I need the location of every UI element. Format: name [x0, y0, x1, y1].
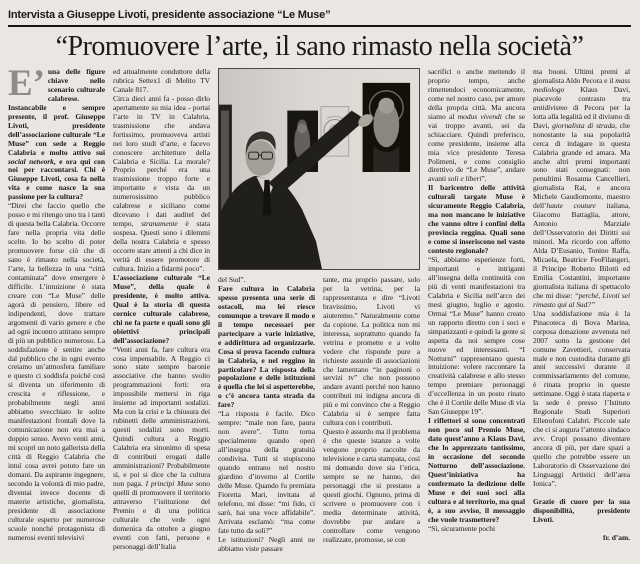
- text-segment: I riflettori si sono concentrati non poco sul Premio Muse, dato quest’anno a Klaus Davi, che lo apprezzato tantissimo, in occasione del secondo Notturno dell’associazione. Quest’iniziativa ha confermato la dedizione delle Muse e dei suoi soci alla cultura e al territorio, ma qual è, a suo avviso, il messaggio che vuole trasmettere?: [428, 416, 525, 524]
- text-segment: , che nonostante la sua popolarità cerca di indagare in questa Calabria grande ed amara. Ma anche altri premi importanti sono stati consegnati: non penultimi Rosanna Cancellieri, giornalista Rai, e ancora Michele Gaudiomonte, maestro dell’: [533, 120, 630, 211]
- text-segment: Le istituzioni? Negli anni ne abbiamo viste passare: [218, 534, 315, 553]
- text-segment: “Venti anni fa, fare cultura era cosa impensabile. A Reggio ci sono state sempre baronie associative che hanno svolto programmazioni forti: era impossibile mettersi in riga insieme ad importanti sodalizi. Ma con la crisi e la chiusura dei rubinetti delle amministrazioni, questi sodalizi sono morti. Quindi cultura a Reggio Calabria era sinonimo di spesa di contributi erogati dalle amministrazioni? Probabilmente sì, e poi si dice che la cultura non paga.: [113, 344, 210, 488]
- paragraph: [428, 256, 525, 417]
- text-segment: “Sì, abbiamo esperienze forti, importanti e intriganti all’insegna della continuità con più di venti manifestazioni tra Calabria e Sicilia nell’arco dei mesi giugno, luglio e agosto. Ormai “Le Muse” hanno creato un rapporto diretto con i soci e simpatizzanti e quindi la gente si aspetta da noi sempre cose nuove ed interessanti. “I Notturni” rappresentano questa intuizione: volere raccontare la creatività calabrese e allo stesso tempo premiare personaggi d’eccellenza in un posto rinato che è il Cortile delle Muse di via San Giuseppe 19”.: [428, 255, 525, 417]
- text-segment: modus vivendi: [457, 111, 502, 121]
- article-body: [8, 68, 631, 564]
- text-segment: fr. d’am.: [603, 532, 630, 542]
- text-segment: L’associazione culturale “Le Muse”, della quale è presidente, è molto attiva. Qual è la storia di questa cornice culturale calabrese, chi ne fa parte e quali sono gli obiettivi principali dell’associazione?: [113, 272, 210, 345]
- text-segment: Questo è assurdo ma il problema è che queste istanze a volte vengono proprio raccolte da televisione e carta stampata, così mi domando dove sia l’etica, sempre se ne hanno, dei personaggi che si prestano a questi giochi. Ognuno, prima di scrivere o promuovere con i media determinate attività, dovrebbe pur andare a controllare come vengono realizzate, promosse, se con: [323, 427, 420, 544]
- text-segment: ”.: [481, 174, 487, 184]
- paragraph: [428, 417, 525, 524]
- text-segment: Klaus Davi, piacevole contrasto tra: [533, 84, 630, 103]
- paragraph: [8, 202, 105, 542]
- text-segment: social network: [8, 156, 54, 166]
- text-segment: Grazie di cuore per la sua disponibilità, presidente Livoti.: [533, 496, 630, 524]
- article-column-6: [533, 68, 630, 564]
- man-face: [246, 140, 276, 176]
- text-segment: haute couture: [546, 201, 596, 211]
- text-segment: che se vai troppo avanti, sei da schiacciare. Quindi preferisco, come presidente, insieme alla mia vice presidente Teresa Polimeni, e come consiglio direttivo de “Le Muse”, andare avanti: [428, 111, 525, 184]
- paragraph: [533, 68, 630, 310]
- headline: “Promuovere l’arte, il sano rimasto nella società”: [55, 31, 584, 62]
- article-column-1: [8, 68, 105, 564]
- text-segment: tante, ma proprio passare, solo per la vetrina, per la rappresentanza e dire “Livoti bravissimo, Livoti vi aiuteremo.” Naturalmente come da copione. La politica non mi interessa, soprattutto quando fa vetrina e promette e a volte vedere che risponde pure a richieste assurde di associazioni che lamentano “in paginoni o servizi tv” che non possono andare avanti perché non hanno contributi mi indigna ancora di più e mi convinco che a Reggio Calabria si è sempre fatta cultura con i contributi.: [323, 275, 420, 428]
- text-segment: Circa dieci anni fa - posso dirlo apertamente su mia idea - portai l’arte in TV in Calabria, trasmissione che andava fortissimo, promuoveva artisti nei loro studi d’arte, e facevo conoscere architetture della Calabria e Sicilia. La morale? Proprio perché era una trasmissione troppo forte e importante e vista da un numerosissimo pubblico calabrese e siciliano come dicevano i dati auditel del tempo,: [113, 93, 210, 229]
- paragraph: [218, 410, 315, 535]
- text-segment: sacrifici o anche mettendo il proprio tempo, anche rimettendoci economicamente, come nel nostro caso, per amore della propria città. Ma ancora siamo al: [428, 68, 525, 121]
- text-segment: “Sì, sicuramente pochi: [428, 523, 496, 533]
- paragraph: [323, 276, 420, 428]
- text-segment: sono quelli di promuovere il territorio attraverso l’istituzione del Premio e di una politica culturale che vede ogni domenica da ottobre a giugno eventi con fatti, persone e personaggi dell’Italia: [113, 478, 210, 551]
- text-segment: “Direi che faccio quello che posso e mi ritengo uno tra i tanti di questa bella Calabria. Occorre fare nella propria vita delle scelte. Io ho scelto di poter promuovere forse ciò che di sano è rimasto nella società, l’arte, la bellezza in una “città contaminata” dove emergere è difficile. L’intuizione è stata creare con “Le Muse” delle agorà di pensiero, libere ed indipendenti, dove trattare argomenti di vario genere e che ad ogni incontro attirano sempre di più un pubblico numeroso. La soddisfazione è sentire anche dal pubblico che in ogni evento creiamo un’atmosfera familiare e questo ci soddisfa poiché così si diventa un riferimento di crescita e riflessione, e probabilmente negli anni abbiamo svecchiato le solite manifestazioni frontali dove la comunicazione non era mai a doppio senso. Avevo venti anni, mi scoprì un noto gallerista della città di Reggio Calabria che intuì cosa avrei potuto fare un domani. Da aspirante ingegnere, secondo la volontà di mio padre, diventai invece docente di materie artistiche, giornalista, presidente di associazione culturale esperto per numerose scuole nonché protagonista di numerosi eventi televisivi: [8, 201, 105, 542]
- photo-illustration: [219, 69, 419, 269]
- article-column-2: [113, 68, 210, 564]
- kicker-row: [8, 5, 631, 23]
- paragraph: [533, 310, 630, 489]
- text-segment: Una soddisfazione mia è la Pinacoteca di Bova Marina, corposa donazione avvenuta nel 2007 sotto la gestione del comune Zavettieri, conservata male e non custodita durante gli anni successivi durante il commissariamento del comune, è rinata proprio in queste settimane. Oggi è stata riaperta e la sede è presso l’Istituto Regionale Studi Superiori Ellenofoni Calabri. Piccole sale che ci si augura l’attento sindaco avv. Crupi possano diventare ancora di più, per dare spazi a quello che potrebbe essere un Laboratorio di Osservazione dei Linguaggi Artistici dell’area Ionica”.: [533, 308, 630, 488]
- article-column-5: [428, 68, 525, 564]
- text-segment: di Pecora per la lotta alla legalità ed il divismo di Davi,: [533, 102, 630, 130]
- text-segment: mass mediologo: [533, 75, 630, 94]
- text-segment: “perché, Livoti sei rimasto qui al Sud?”: [533, 290, 630, 309]
- text-segment: I principi Muse: [145, 478, 194, 488]
- text-segment: è stata sospesa. Questi sono i dilemmi della nostra Calabria e spesso occorre stare attenti a chi dice in verità di essere promotore di cultura. Inizio a fidarmi poco”.: [113, 219, 210, 273]
- text-segment: ma buoni. Ultimi premi al giornalista Aldo Pecora e il: [533, 68, 630, 85]
- text-segment: Fare cultura in Calabria spesso presenta una serie di ostacoli, ma lei riesce comunque a trovare il modo e il tempo necessari per partecipare a varie iniziative, e addirittura ad organizzarle. Cosa si prova facendo cultura in Calabria, e nel reggino in particolare? La risposta della popolazione e delle istituzioni è quella che lei si aspetterebbe, o c’è ancora tanta strada da fare?: [218, 283, 315, 410]
- text-segment: “La risposta è facile. Dico sempre: “male non fare, paura non avere”. Tutto torna specialmente quando operi all’insegna della gratuità condivisa. Tutti si stupiscono quando entrano nel nostro giardino d’inverno al Cortile delle Muse. Quando fu premiata Fioretta Mari, invitata al telefono, mi disse: “mi fido, ci sarò, hai una voce affidabile”. Arrivata esclamò: “ma come fate tutto da soli?”: [218, 409, 315, 535]
- paragraph: [533, 534, 630, 543]
- text-segment: una delle figure chiave nello scenario culturale calabrese. Instancabile e sempre presente, il prof. Giuseppe Livoti, presidente dell’associazione culturale “Le Muse” con sede a Reggio Calabria e molto attivo sui: [8, 68, 105, 157]
- article-photo: [218, 68, 420, 270]
- paragraph: [533, 498, 630, 525]
- text-segment: Il baricentro delle attività culturali targate Muse è sicuramente Reggio Calabria, ma non mancano le iniziative che vanno oltre i confini della provincia reggina. Quali sono e come si inseriscono nel vasto contesto regionale?: [428, 183, 525, 256]
- artwork-portrait: [363, 83, 411, 172]
- paragraph: [218, 536, 315, 554]
- paragraph: [323, 428, 420, 544]
- kicker: Intervista a Giuseppe Livoti, presidente associazione “Le Muse”: [8, 9, 331, 21]
- paragraph: [113, 346, 210, 552]
- text-segment: soli e liberi: [447, 174, 482, 184]
- paragraph: [428, 68, 525, 184]
- drop-cap: E’: [8, 68, 45, 104]
- text-segment: ed attualmente conduttore della rubrica Settex1 di Melito TV Canale 817.: [113, 68, 210, 94]
- text-segment: giornalista di strada: [552, 120, 615, 130]
- paragraph: [113, 95, 210, 274]
- text-segment: , e ora qui con noi per raccontarsi. Chi è Giuseppe Livoti, cosa fa nella vita e come nasce la sua passione per la cultura?: [8, 156, 105, 202]
- paragraph: [113, 68, 210, 95]
- paragraph: [113, 274, 210, 346]
- paragraph: [428, 184, 525, 256]
- text-segment: antidivismo: [533, 102, 568, 112]
- text-segment: italiana, Giacomo Battaglia, attore, Antonio Marziale dell’Osservatorio dei Diritti sui minori. Ma ricordo con affetto Alda D’Eusanio, Tonino Raffa, Micaela, Beatrice FeoFilangeri, il Principe Roberto Bilotti ed Emilia Costantini, importante giornalista italiana di spettacolo che mi disse:: [533, 201, 630, 300]
- text-segment: del Sud”.: [218, 275, 246, 284]
- paragraph: [218, 285, 315, 410]
- header-rule: [8, 25, 631, 27]
- paragraph: [428, 525, 525, 534]
- text-segment: stranamente: [141, 219, 178, 229]
